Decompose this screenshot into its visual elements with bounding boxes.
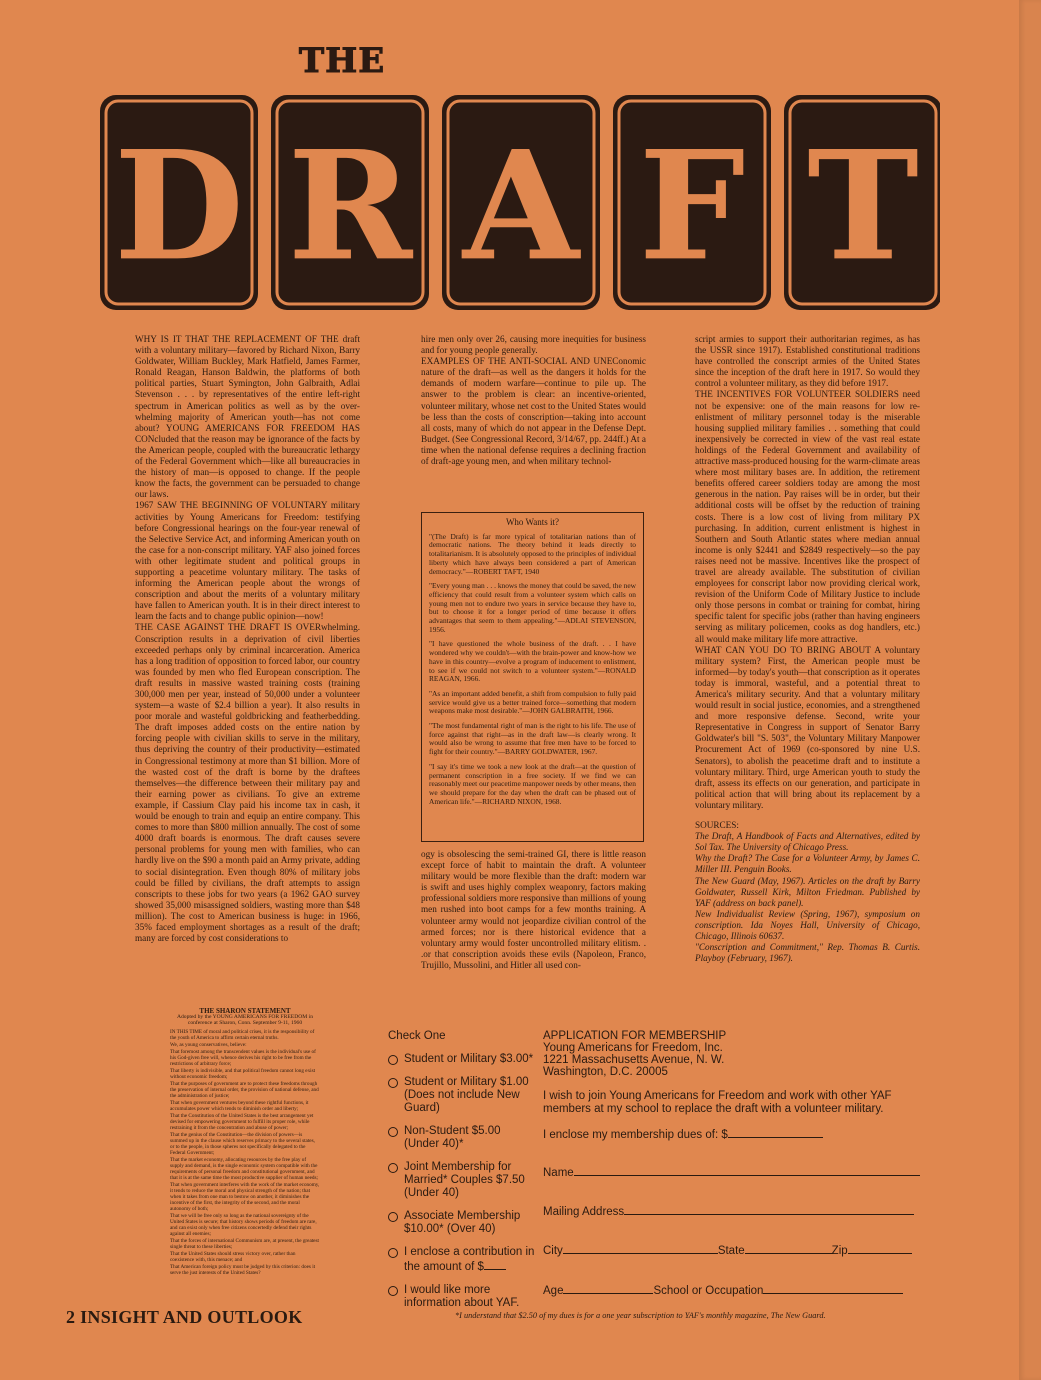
source-item: Why the Draft? The Case for a Volunteer Army, by James C. Miller III. Penguin Books. [695, 853, 920, 875]
letter-glyph: D [113, 118, 245, 295]
option-joint-membership[interactable] [388, 1161, 538, 1200]
sharon-title: THE SHARON STATEMENT [199, 1007, 291, 1015]
quote-item: "The most fundamental right of man is the right to his life. The use of force against that right—as in the draft law—is clearly wrong. It would also be wrong to assume that free men have to be forced to fight for their country."—BARRY GOLDWATER, 1967. [429, 721, 636, 757]
title-letter-a [442, 95, 600, 310]
option-student-military-no-guard[interactable] [388, 1076, 538, 1115]
org-city: Washington, D.C. 20005 [543, 1066, 668, 1078]
col2-para-1: hire men only over 26, causing more inequities for business and for young people generally. [421, 334, 646, 356]
radio-circle-icon[interactable] [388, 1286, 398, 1296]
sharon-line: That the forces of international Communism are, at present, the greatest single threat to these liberties; [170, 1238, 319, 1250]
option-contribution[interactable] [388, 1246, 538, 1274]
sharon-line: That the United States should stress victory over, rather than coexistence with, this menace; and [170, 1251, 296, 1263]
school-occupation-field[interactable] [763, 1283, 903, 1294]
age-field[interactable] [563, 1283, 653, 1294]
title-letter-d [100, 95, 258, 310]
col1-para-3: THE CASE AGAINST THE DRAFT IS OVERwhelming. Conscription results in a deprivation of civil liberties exceeded perhaps only by criminal incarceration. America has a long tradition of opposition to forced labor, our country was founded by men who fled European conscription. The draft results in massive wasted training costs (training 300,000 men per year, instead of 50,000 under a volunteer system—a waste of $2.4 billion a year). It also results in poor morale and wasteful goldbricking and featherbedding. The draft imposes added costs on the entire nation by forcing people with civilian skills to serve in the military, thus depriving the country of their productivity—estimated in Congressional testimony at more than $1 billion. More of the wasted cost of the draft is borne by the draftees themselves—the difference between their military pay and their earning power as civilians. To give an extreme example, if Cassium Clay paid his income tax in cash, it would be enough to train and equip an entire company. This comes to more than $800 million annually. The cost of some 4000 draft boards is enormous. The draft causes severe personal problems for young men with families, who can hardly live on the $90 a month paid an Army private, adding to social disintegration. Even though 80% of military jobs could be filled by civilians, the draft attempts to assign conscripts to these jobs for two years (a 1962 GAO survey showed 35,000 misassigned soldiers, wasting more than $48 million). The cost to American business is huge: in 1966, 35% faced employment shortages as a result of the draft; many are forced by cost considerations to [135, 622, 360, 944]
source-item: The New Guard (May, 1967). Articles on the draft by Barry Goldwater, Russell Kirk, Milton Friedman. Published by YAF (address on back panel). [695, 875, 920, 908]
col1-para-1: WHY IS IT THAT THE REPLACEMENT OF THE draft with a voluntary military—favored by Richard Nixon, Barry Goldwater, William Buckley, Mark Hatfield, James Farmer, Ronald Reagan, Hanson Baldwin, the platforms of both political parties, Stuart Symington, John Galbraith, Adlai Stevenson . . . by representatives of the entire left-right spectrum in American politics as well as by the over-whelming majority of American youth—has not come about? YOUNG AMERICANS FOR FREEDOM HAS CONcluded that the reason may be ignorance of the facts by the American people, coupled with the bureaucratic lethargy of the Federal Government which—like all bureaucracies in the history of man—is opposed to change. If the people know the facts, the government can be persuaded to change our laws. [135, 334, 360, 500]
sharon-line: That we will be free only so long as the national sovereignty of the United States is secure; that history shows periods of freedom are rare, and can exist only when free citizens concertedly defend their rights against all enemies; [170, 1213, 317, 1237]
name-label: Name [543, 1167, 574, 1179]
column-3 [695, 334, 920, 964]
quote-item: "I say it's time we took a new look at the draft—at the question of permanent conscription in a free society. If we find we can reasonably meet our peacetime manpower needs by other means, then we should prepare for the day when the draft can be phased out of American life."—RICHARD NIXON, 1968. [429, 761, 636, 806]
sharon-subtitle: Adopted by the YOUNG AMERICANS FOR FREEDOM in conference at Sharon, Conn. September 9-11, 1960 [176, 1014, 314, 1026]
sharon-line: That foremost among the transcendent values is the individual's use of his God-given free will, whence derives his right to be free from the restrictions of arbitrary force; [170, 1049, 316, 1067]
option-label: Joint Membership for Married* Couples $7.50 (Under 40) [404, 1161, 525, 1199]
address-label: Mailing Address [543, 1206, 625, 1218]
age-label: Age [543, 1285, 564, 1297]
column-2-continued: ogy is obsolescing the semi-trained GI, there is little reason except force of habit to maintain the draft. A volunteer military would be more flexible than the draft: modern war is swift and uses highly complex weaponry, factors making professional soldiers more responsive than millions of young men rushed into boot camps for a few months training. A volunteer army would not jeopardize civilian control of the armed forces; nor is there historical evidence that a voluntary army would foster uncontrolled military elitism. . .or that conscription avoids these evils (Napoleon, Franco, Trujillo, Mussolini, and Hitler all used con- [421, 849, 646, 970]
sharon-line: That the Constitution of the United States is the best arrangement yet devised for empowering government to fulfill its proper role, while restraining it from the concentration and abuse of power; [170, 1113, 314, 1131]
option-label: Non-Student $5.00 (Under 40)* [404, 1125, 501, 1150]
footnote: *I understand that $2.50 of my dues is for a one year subscription to YAF's monthly magazine, The New Guard. [455, 1311, 826, 1320]
sharon-line: We, as young conservatives, believe: [170, 1042, 247, 1048]
option-more-info[interactable] [388, 1284, 538, 1310]
radio-circle-icon[interactable] [388, 1163, 398, 1173]
radio-circle-icon[interactable] [388, 1055, 398, 1065]
quote-item: "I have questioned the whole business of the draft. . . I have wondered why we couldn't—with the brain-power and know-how we have in this country—evolve a program of inducement to enlistment, to see if we could not switch to a volunteer system."—RONALD REAGAN, 1966. [429, 639, 636, 684]
dues-label: I enclose my membership dues of: $ [543, 1129, 728, 1141]
page-edge [1019, 0, 1041, 1380]
dues-row [543, 1127, 823, 1142]
option-student-military[interactable] [388, 1053, 538, 1066]
col3-para-3: WHAT CAN YOU DO TO BRING ABOUT A voluntary military system? First, the American people must be informed—by today's youth—that conscription as it operates today is immoral, wasteful, and a potential threat to America's military security. And that a voluntary military would result in social justice, economies, and a strengthened and more responsive defense. Second, write your Representative in Congress in support of Senator Barry Goldwater's bill "S. 503", the Voluntary Military Manpower Procurement Act of 1969 (co-sponsored by nine U.S. Senators), to abolish the peacetime draft and to institute a voluntary military. Third, urge American youth to study the draft, assess its effects on our generation, and participate in political action that will bring about its replacement by a voluntary military. [695, 644, 920, 810]
sharon-line: That the market economy, allocating resources by the free play of supply and demand, is the single economic system compatible with the requirements of personal freedom and constitutional government, and that it is at the same time the most productive supplier of human needs; [170, 1157, 318, 1181]
radio-circle-icon[interactable] [388, 1078, 398, 1088]
quote-item: "As an important added benefit, a shift from compulsion to fully paid service would give us a better trained force—something that modern weapons make most desirable."—JOHN GALBRAITH, 1966. [429, 688, 636, 716]
letter-glyph: F [638, 118, 746, 295]
col3-para-2: THE INCENTIVES FOR VOLUNTEER SOLDIERS need not be expensive: one of the main reasons for low re-enlistment of military personnel today is the miserable housing supplied military families . . something that could inexpensively be corrected in view of the vast real estate holdings of the Federal Government and availability of attractive mass-produced housing for the warm-climate areas where most military bases are. In addition, the retirement benefits offered career soldiers today are among the most generous in the nation. Pay raises will be in order, but their additional costs will be offset by the reduction of training costs. There is a low cost of living from military PX purchasing. In addition, current enlistment is highest in Southern and South Atlantic states where median annual income is only $2441 and $2849 respectively—so the pay raises need not be massive. Incentives like the prospect of travel are already available. The substitution of civilian employees for conscript labor now providing clerical work, revision of the Uniform Code of Military Justice to include only those persons in combat or training for combat, hiring specific talent for specific jobs (rather than having engineers serving as military policemen, cooks as dog handlers, etc.) all would make military life more attractive. [695, 389, 920, 644]
dues-field[interactable] [728, 1127, 823, 1138]
option-non-student[interactable] [388, 1125, 538, 1151]
source-item: "Conscription and Commitment," Rep. Thomas B. Curtis. Playboy (February, 1967). [695, 942, 920, 964]
mailing-address-field[interactable] [624, 1204, 914, 1215]
sharon-line: That when government ventures beyond these rightful functions, it accumulates power which tends to diminish order and liberty; [170, 1100, 309, 1112]
sharon-line: That American foreign policy must be judged by this criterion: does it serve the just interests of the United States? [170, 1264, 316, 1276]
school-label: School or Occupation [653, 1285, 764, 1297]
source-item: The Draft, A Handbook of Facts and Alternatives, edited by Sol Tax. The University of Chicago Press. [695, 831, 920, 853]
contribution-amount-field[interactable] [484, 1259, 506, 1270]
sharon-line: That liberty is indivisible, and that political freedom cannot long exist without economic freedom; [170, 1068, 316, 1080]
sharon-line: IN THIS TIME of moral and political crises, it is the responsibility of the youth of America to affirm certain eternal truths. [170, 1029, 315, 1041]
city-label: City [543, 1245, 563, 1257]
title-letter-t [784, 95, 940, 310]
sharon-line: That the purposes of government are to protect these freedoms through the preservation of internal order, the provision of national defense, and the administration of justice; [170, 1081, 319, 1099]
sources-heading: SOURCES: [695, 820, 739, 831]
age-row [543, 1283, 903, 1298]
city-row [543, 1243, 912, 1258]
draft-title-art [95, 40, 940, 320]
col2-para-2: EXAMPLES OF THE ANTI-SOCIAL AND UNEConomic nature of the draft—as well as the dangers it holds for the demands of modern warfare—continue to pile up. The answer to the problem is clear: an incentive-oriented, volunteer military, whose net cost to the United States would be less than the costs of conscription—taking into account all costs, many of which do not appear in the Defense Dept. Budget. (See Congressional Record, 3/14/67, pp. 244ff.) At a time when the national defense requires a declining fraction of draft-age young men, and when military technol- [421, 356, 646, 467]
letter-glyph: T [807, 118, 919, 295]
pledge-text: I wish to join Young Americans for Freedom and work with other YAF members at my school to replace the draft with a volunteer military. [543, 1090, 892, 1115]
quote-item: "Every young man . . . knows the money that could be saved, the new efficiency that could result from a volunteer system which calls on young men not to endure two years in service because they have to, but to choose it for a longer period of time because it offers advantages that seem to them appealing."—ADLAI STEVENSON, 1956. [429, 581, 636, 634]
page-footer: 2 INSIGHT AND OUTLOOK [66, 1307, 303, 1327]
option-label: Student or Military $1.00 (Does not include New Guard) [404, 1076, 529, 1114]
radio-circle-icon[interactable] [388, 1212, 398, 1222]
title-letter-f [613, 95, 771, 310]
name-row [543, 1165, 920, 1180]
title-banner [95, 40, 940, 320]
check-one-label: Check One [388, 1030, 446, 1042]
letter-glyph: R [287, 118, 413, 295]
sharon-statement [170, 1008, 320, 1277]
col3-para-1: script armies to support their authoritarian regimes, as has the USSR since 1917). Established constitutional traditions have controlled the conscript armies of the United States since the inception of the draft here in 1917. So would they control a volunteer military, as they did before 1917. [695, 334, 920, 389]
org-name: Young Americans for Freedom, Inc. [543, 1042, 723, 1054]
zip-label: Zip [831, 1245, 848, 1257]
radio-circle-icon[interactable] [388, 1127, 398, 1137]
option-label: I would like more information about YAF. [404, 1284, 520, 1309]
option-associate-membership[interactable] [388, 1210, 538, 1236]
letter-glyph: A [462, 118, 580, 295]
sharon-line: That when government interferes with the work of the market economy, it tends to reduce the moral and physical strength of the nation; that when it takes from one man to bestow on another, it diminishes the incentive of the first, the integrity of the second, and the moral autonomy of both; [170, 1182, 320, 1212]
radio-circle-icon[interactable] [388, 1248, 398, 1258]
title-article: THE [298, 41, 386, 81]
membership-options [388, 1030, 538, 1320]
state-field[interactable] [745, 1243, 832, 1254]
quote-box [421, 512, 644, 842]
sharon-line: That the genius of the Constitution—the division of powers—is summed up in the clause which reserves primacy to the several states, or to the people, in those spheres not specifically delegated to the Federal Government; [170, 1132, 315, 1156]
option-label: I enclose a contribution in the amount of $ [404, 1246, 535, 1273]
column-1 [135, 334, 360, 944]
source-item: New Individualist Review (Spring, 1967), symposium on conscription. Ida Noyes Hall, University of Chicago, Chicago, Illinois 60637. [695, 908, 920, 941]
quote-item: "(The Draft) is far more typical of totalitarian nations than of democratic nations. The theory behind it leads directly to totalitarianism. It is absolutely opposed to the principles of individual liberty which have always been considered a part of American democracy."—ROBERT TAFT, 1940 [429, 531, 636, 576]
quote-box-title: Who Wants it? [505, 517, 560, 527]
column-2 [421, 334, 646, 467]
address-row [543, 1204, 914, 1219]
state-label: State [717, 1245, 745, 1257]
option-label: Associate Membership $10.00* (Over 40) [404, 1210, 521, 1235]
col1-para-2: 1967 SAW THE BEGINNING OF VOLUNTARY military activities by Young Americans for Freedom: testifying before Congressional hearings on the four-year renewal of the Selective Service Act, and informing American youth on the case for a non-conscript military. YAF also joined forces with other legitimate student and political groups in supporting a peacetime voluntary military. The tasks of informing the American people about the wrongs of conscription and about the merits of a voluntary military have fallen to American youth. It is in their direct interest to learn the facts and to change public opinion—now! [135, 500, 360, 622]
application-title: APPLICATION FOR MEMBERSHIP [543, 1030, 727, 1042]
option-label: Student or Military $3.00* [404, 1053, 534, 1065]
org-street: 1221 Massachusetts Avenue, N. W. [543, 1054, 725, 1066]
title-letter-r [271, 95, 429, 310]
city-field[interactable] [563, 1243, 718, 1254]
name-field[interactable] [574, 1165, 920, 1176]
zip-field[interactable] [848, 1243, 912, 1254]
